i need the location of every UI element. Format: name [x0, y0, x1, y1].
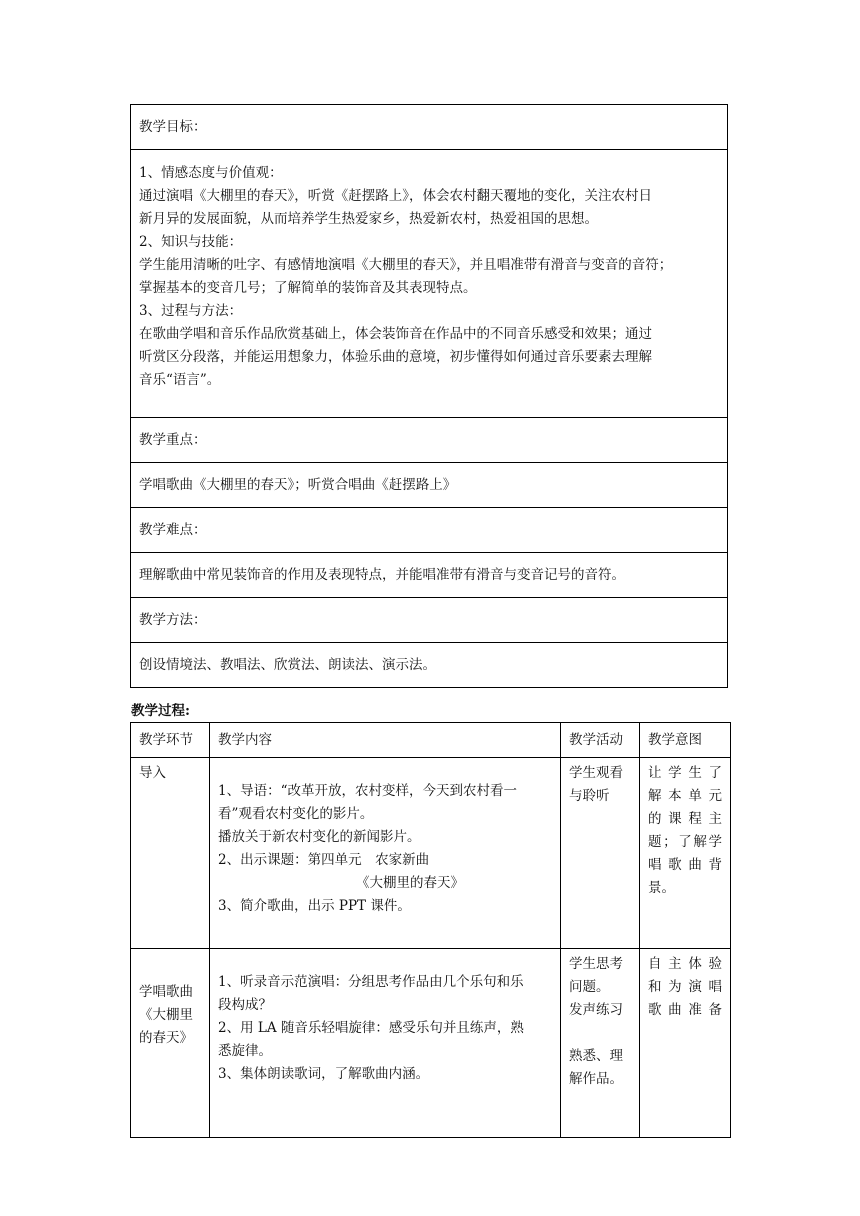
header-activity: 教学活动 [561, 723, 640, 758]
difficulties-title: 教学难点： [131, 508, 728, 553]
objective-line: 3、过程与方法： [139, 303, 243, 319]
intent-line: 解本单元 [648, 788, 722, 804]
methods-content: 创设情境法、教唱法、欣赏法、朗读法、演示法。 [131, 643, 728, 688]
table-row [131, 949, 731, 1138]
content-line: 3、集体朗读歌词，了解歌曲内涵。 [218, 1066, 430, 1082]
stage-cell [131, 758, 210, 949]
content-line: 2、用 LA 随音乐轻唱旋律：感受乐句并且练声，熟 [218, 1020, 524, 1036]
content-line: 播放关于新农村变化的新闻影片。 [218, 829, 421, 845]
stage-text: 学唱歌曲 [139, 984, 193, 1000]
objective-line: 学生能用清晰的吐字、有感情地演唱《大棚里的春天》，并且唱准带有滑音与变音的音符； [139, 257, 673, 273]
content-line: 1、导语：“改革开放，农村变样，今天到农村看一 [218, 783, 517, 799]
content-line: 《大棚里的春天》 [356, 875, 464, 891]
objective-line: 新月异的发展面貌，从而培养学生热爱家乡，热爱新农村，热爱祖国的思想。 [139, 211, 598, 227]
difficulties-content: 理解歌曲中常见装饰音的作用及表现特点，并能唱准带有滑音与变音记号的音符。 [131, 553, 728, 598]
activity-line: 熟悉、理 [569, 1048, 623, 1064]
activity-cell [561, 949, 640, 1138]
key-points-title: 教学重点： [131, 418, 728, 463]
process-label: 教学过程: [131, 703, 190, 719]
activity-line [569, 1022, 631, 1045]
content-line: 段构成？ [218, 997, 272, 1013]
objective-line: 在歌曲学唱和音乐作品欣赏基础上，体会装饰音在作品中的不同音乐感受和效果；通过 [139, 326, 652, 342]
activity-line: 发声练习 [569, 1002, 623, 1018]
table-row [131, 758, 731, 949]
objective-line: 2、知识与技能： [139, 234, 243, 250]
activity-line: 学生观看 [569, 765, 623, 781]
intent-line: 的课程主 [648, 811, 722, 827]
intent-line: 歌曲准备 [648, 1002, 722, 1018]
objective-line: 掌握基本的变音几号；了解简单的装饰音及其表现特点。 [139, 280, 477, 296]
objective-line: 1、情感态度与价值观： [139, 165, 283, 181]
objectives-table [130, 104, 728, 688]
stage-cell [131, 949, 210, 1138]
stage-text: 导入 [139, 765, 166, 781]
activity-cell [561, 758, 640, 949]
content-cell [210, 949, 561, 1138]
content-line: 看”观看农村变化的影片。 [218, 806, 374, 822]
content-cell [210, 758, 561, 949]
header-stage: 教学环节 [131, 723, 210, 758]
activity-line: 与聆听 [569, 788, 610, 804]
stage-text: 《大棚里 [139, 1007, 193, 1023]
methods-title: 教学方法： [131, 598, 728, 643]
content-line: 2、出示课题：第四单元 农家新曲 [218, 852, 430, 868]
content-line: 悉旋律。 [218, 1043, 272, 1059]
intent-line: 和为演唱 [648, 979, 722, 995]
objectives-content [131, 150, 728, 418]
intent-line: 唱歌曲背 [648, 857, 722, 873]
content-line: 3、简介歌曲，出示 PPT 课件。 [218, 898, 411, 914]
content-line: 1、听录音示范演唱：分组思考作品由几个乐句和乐 [218, 974, 524, 990]
objective-line: 通过演唱《大棚里的春天》，听赏《赶摆路上》，体会农村翻天覆地的变化，关注农村日 [139, 188, 652, 204]
stage-text: 的春天》 [139, 1030, 193, 1046]
key-points-content: 学唱歌曲《大棚里的春天》；听赏合唱曲《赶摆路上》 [131, 463, 728, 508]
header-intent: 教学意图 [640, 723, 731, 758]
intent-line: 让学生了 [648, 765, 722, 781]
intent-line: 景。 [648, 880, 675, 896]
objective-line: 听赏区分段落，并能运用想象力，体验乐曲的意境，初步懂得如何通过音乐要素去理解 [139, 349, 652, 365]
activity-line: 问题。 [569, 979, 610, 995]
process-table [130, 722, 731, 1138]
intent-line: 自主体验 [648, 956, 722, 972]
header-content: 教学内容 [210, 723, 561, 758]
objective-line: 音乐“语言”。 [139, 372, 221, 388]
intent-cell [640, 949, 731, 1138]
intent-cell [640, 758, 731, 949]
activity-line: 学生思考 [569, 956, 623, 972]
objectives-title: 教学目标： [131, 105, 728, 150]
intent-line: 题；了解学 [648, 834, 722, 850]
activity-line: 解作品。 [569, 1071, 623, 1087]
